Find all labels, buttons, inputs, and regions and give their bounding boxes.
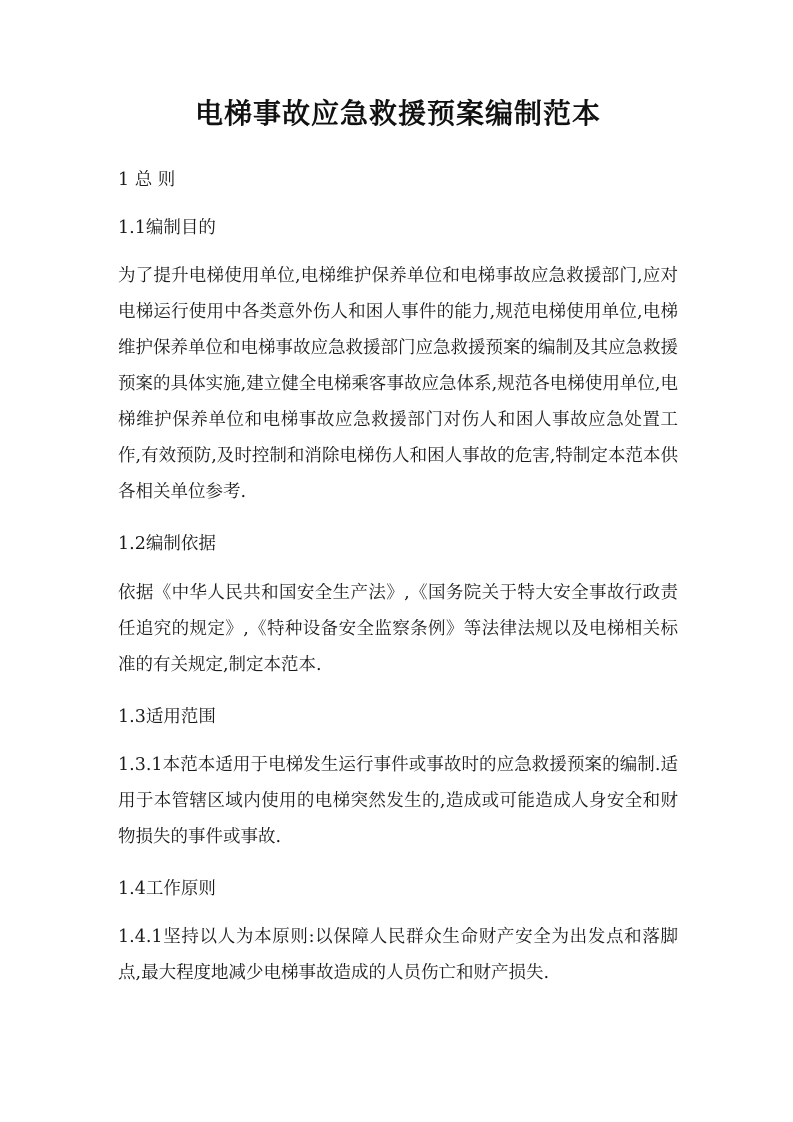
paragraph-1-4-1: 1.4.1坚持以人为本原则:以保障人民群众生命财产安全为出发点和落脚点,最大程度地减少电梯事故造成的人员伤亡和财产损失. [118,927,678,983]
document-title: 电梯事故应急救援预案编制范本 [194,97,601,130]
paragraph-1-2: 依据《中华人民共和国安全生产法》,《国务院关于特大安全事故行政责任追究的规定》,《特种设备安全监察条例》等法律法规以及电梯相关标准的有关规定,制定本范本. [118,583,678,675]
paragraph-1-1: 为了提升电梯使用单位,电梯维护保养单位和电梯事故应急救援部门,应对电梯运行使用中各类意外伤人和困人事件的能力,规范电梯使用单位,电梯维护保养单位和电梯事故应急救援部门应急救援预案的编制及其应急救援预案的具体实施,建立健全电梯乘客事故应急体系,规范各电梯使用单位,电梯维护保养单位和电梯事故应急救援部门对伤人和困人事故应急处置工作,有效预防,及时控制和消除电梯伤人和困人事故的危害,特制定本范本供各相关单位参考. [118,266,678,502]
section-heading-1-4: 1.4工作原则 [118,879,216,899]
section-heading-1-3: 1.3适用范围 [118,707,216,727]
paragraph-1-3-1: 1.3.1本范本适用于电梯发生运行事件或事故时的应急救援预案的编制.适用于本管辖区域内使用的电梯突然发生的,造成或可能造成人身安全和财物损失的事件或事故. [118,755,678,847]
section-heading-1-2: 1.2编制依据 [118,534,216,554]
section-heading-1-1: 1.1编制目的 [118,218,216,238]
section-heading-1: 1 总 则 [118,170,176,190]
